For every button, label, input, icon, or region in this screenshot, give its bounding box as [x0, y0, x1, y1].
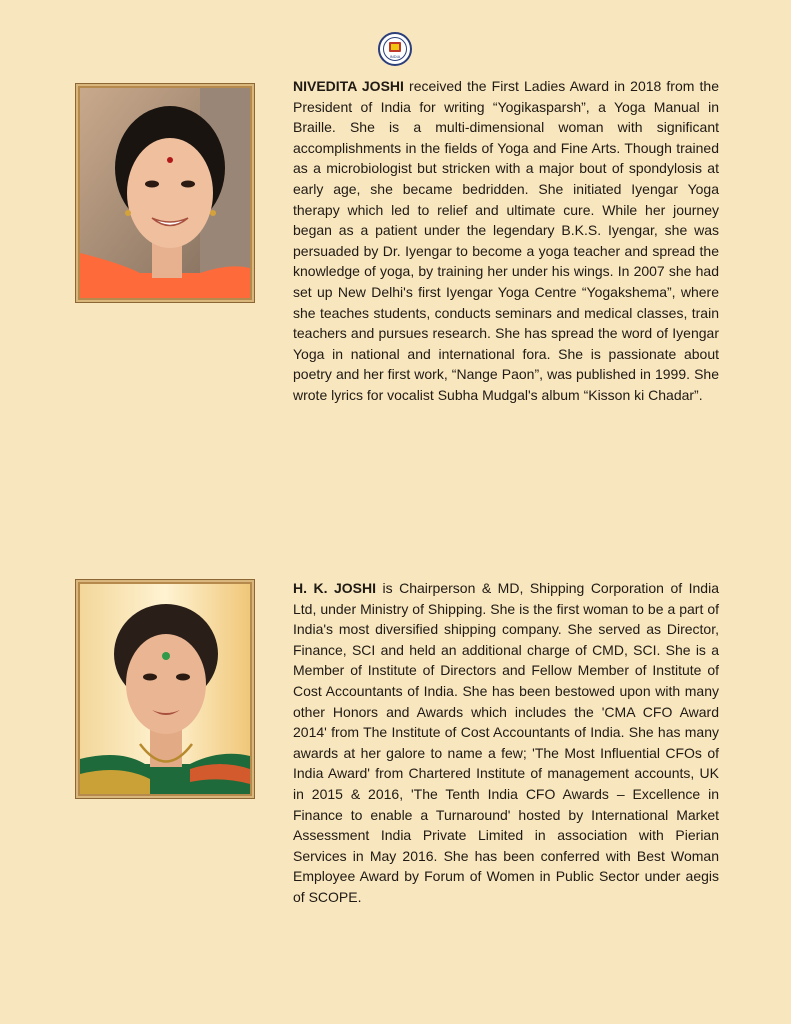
emblem-seal-icon — [378, 32, 412, 66]
portrait-nivedita-joshi — [80, 88, 250, 298]
profile-name: H. K. JOSHI — [293, 580, 376, 596]
photo-frame-2 — [76, 580, 254, 798]
bio-h-k-joshi — [293, 578, 719, 908]
logo-text: INDIA — [389, 54, 401, 59]
photo-frame-1 — [76, 84, 254, 302]
portrait-h-k-joshi — [80, 584, 250, 794]
bio-nivedita-joshi — [293, 76, 719, 406]
profile-bio-text: received the First Ladies Award in 2018 from the President of India for writing “Yogikasparsh”, a Yoga Manual in Braille. She is a multi-dimensional woman with significant accomplishments in the fields of Yoga and Fine Arts. Though trained as a microbiologist but stricken with a major bout of spondylosis at early age, she became bedridden. She initiated Iyengar Yoga therapy which led to relief and ultimate cure. While her journey began as a patient under the legendary B.K.S. Iyengar, she was persuaded by Dr. Iyengar to become a yoga teacher and spread the knowledge of yoga, by training her under his wings. In 2007 she had set up New Delhi's first Iyengar Yoga Centre “Yogakshema”, where she teaches students, conducts seminars and medical classes, train teachers and pursues research. She has spread the word of Iyengar Yoga in national and international fora. She is passionate about poetry and her first work, “Nange Paon”, was published in 1999. She wrote lyrics for vocalist Subha Mudgal's album “Kisson ki Chadar”. — [293, 78, 720, 403]
profile-bio-text: is Chairperson & MD, Shipping Corporation of India Ltd, under Ministry of Shipping. She is the first woman to be a part of India's most diversified shipping company. She served as Director, Finance, SCI and held an additional charge of CMD, SCI. She is a Member of Institute of Directors and Fellow Member of Institute of Cost Accountants of India. She has been bestowed upon with many other Honors and Awards which includes the 'CMA CFO Award 2014' from The Institute of Cost Accountants of India. She has many awards at her galore to name a few; 'The Most Influential CFOs of India Award' from Chartered Institute of management accounts, UK in 2015 & 2016, 'The Tenth India CFO Awards – Excellence in Finance to enable a Turnaround' hosted by International Market Assessment India Private Limited in association with Pierian Services in May 2016. She has been conferred with Best Woman Employee Award by Forum of Women in Public Sector under aegis of SCOPE. — [293, 580, 719, 905]
profile-name: NIVEDITA JOSHI — [293, 78, 404, 94]
